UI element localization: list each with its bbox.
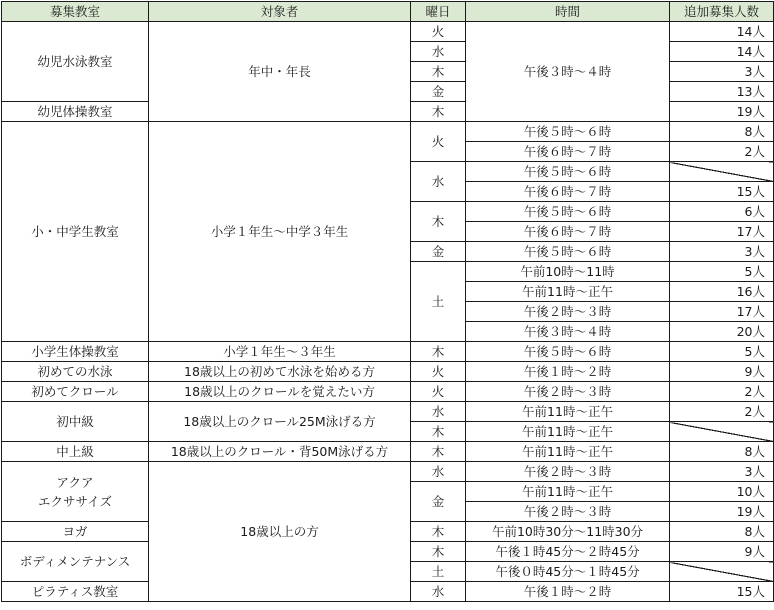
target-cell: 小学１年生～中学３年生	[149, 122, 411, 342]
table-row	[2, 462, 774, 482]
class-cell: ヨガ	[2, 522, 149, 542]
day-cell: 木	[411, 422, 466, 442]
empty-count-cell	[670, 562, 774, 582]
day-cell: 火	[411, 122, 466, 162]
day-cell: 水	[411, 42, 466, 62]
count-cell: 5人	[670, 342, 774, 362]
day-cell: 木	[411, 202, 466, 242]
count-cell: 9人	[670, 542, 774, 562]
class-cell: 小学生体操教室	[2, 342, 149, 362]
day-cell: 土	[411, 562, 466, 582]
day-cell: 火	[411, 362, 466, 382]
day-cell: 水	[411, 462, 466, 482]
header-count: 追加募集人数	[670, 2, 774, 22]
day-cell: 木	[411, 342, 466, 362]
empty-count-cell	[670, 422, 774, 442]
time-cell: 午後５時～６時	[466, 122, 670, 142]
time-cell: 午後５時～６時	[466, 242, 670, 262]
count-cell: 8人	[670, 122, 774, 142]
count-cell: 14人	[670, 22, 774, 42]
count-cell: 3人	[670, 462, 774, 482]
count-cell: 2人	[670, 142, 774, 162]
count-cell: 3人	[670, 62, 774, 82]
time-cell: 午後５時～６時	[466, 342, 670, 362]
time-cell: 午後３時～４時	[466, 22, 670, 122]
time-cell: 午前10時～11時	[466, 262, 670, 282]
class-label-line1: アクア	[56, 474, 94, 490]
day-cell: 水	[411, 402, 466, 422]
day-cell: 木	[411, 442, 466, 462]
header-row	[2, 2, 774, 22]
day-cell: 木	[411, 102, 466, 122]
day-cell: 火	[411, 22, 466, 42]
day-cell: 火	[411, 382, 466, 402]
count-cell: 13人	[670, 82, 774, 102]
count-cell: 19人	[670, 502, 774, 522]
count-cell: 20人	[670, 322, 774, 342]
count-cell: 2人	[670, 402, 774, 422]
target-cell: 18歳以上のクロール25M泳げる方	[149, 402, 411, 442]
count-cell: 15人	[670, 582, 774, 602]
class-cell: 初めてクロール	[2, 382, 149, 402]
day-cell: 金	[411, 242, 466, 262]
header-day: 曜日	[411, 2, 466, 22]
day-cell: 水	[411, 582, 466, 602]
time-cell: 午後１時45分～２時45分	[466, 542, 670, 562]
time-cell: 午後２時～３時	[466, 382, 670, 402]
table-row	[2, 22, 774, 42]
class-cell: 幼児体操教室	[2, 102, 149, 122]
time-cell: 午後６時～７時	[466, 142, 670, 162]
target-cell: 18歳以上の方	[149, 462, 411, 602]
count-cell: 2人	[670, 382, 774, 402]
time-cell: 午後２時～３時	[466, 462, 670, 482]
day-cell: 木	[411, 542, 466, 562]
day-cell: 木	[411, 62, 466, 82]
count-cell: 5人	[670, 262, 774, 282]
time-cell: 午前10時30分～11時30分	[466, 522, 670, 542]
table-row	[2, 402, 774, 422]
count-cell: 15人	[670, 182, 774, 202]
time-cell: 午後６時～７時	[466, 182, 670, 202]
count-cell: 19人	[670, 102, 774, 122]
time-cell: 午後２時～３時	[466, 302, 670, 322]
count-cell: 6人	[670, 202, 774, 222]
table-row	[2, 442, 774, 462]
time-cell: 午前11時～正午	[466, 482, 670, 502]
time-cell: 午後３時～４時	[466, 322, 670, 342]
count-cell: 17人	[670, 222, 774, 242]
time-cell: 午後１時～２時	[466, 582, 670, 602]
target-cell: 18歳以上のクロール・背50M泳げる方	[149, 442, 411, 462]
time-cell: 午前11時～正午	[466, 282, 670, 302]
class-cell: ピラティス教室	[2, 582, 149, 602]
time-cell: 午前11時～正午	[466, 402, 670, 422]
class-cell	[2, 462, 149, 522]
class-cell: 初めての水泳	[2, 362, 149, 382]
count-cell: 10人	[670, 482, 774, 502]
count-cell: 17人	[670, 302, 774, 322]
count-cell: 9人	[670, 362, 774, 382]
class-cell: 小・中学生教室	[2, 122, 149, 342]
class-cell: 中上級	[2, 442, 149, 462]
time-cell: 午後０時45分～１時45分	[466, 562, 670, 582]
target-cell: 年中・年長	[149, 22, 411, 122]
class-cell: 幼児水泳教室	[2, 22, 149, 102]
count-cell: 14人	[670, 42, 774, 62]
table-row	[2, 382, 774, 402]
count-cell: 8人	[670, 522, 774, 542]
target-cell: 小学１年生～３年生	[149, 342, 411, 362]
day-cell: 土	[411, 262, 466, 342]
table-row	[2, 122, 774, 142]
schedule-table	[1, 1, 774, 602]
table-row	[2, 342, 774, 362]
time-cell: 午前11時～正午	[466, 442, 670, 462]
count-cell: 8人	[670, 442, 774, 462]
class-cell: 初中級	[2, 402, 149, 442]
empty-count-cell	[670, 162, 774, 182]
count-cell: 3人	[670, 242, 774, 262]
class-cell: ボディメンテナンス	[2, 542, 149, 582]
table-row	[2, 362, 774, 382]
time-cell: 午後２時～３時	[466, 502, 670, 522]
target-cell: 18歳以上のクロールを覚えたい方	[149, 382, 411, 402]
day-cell: 金	[411, 482, 466, 522]
header-time: 時間	[466, 2, 670, 22]
time-cell: 午後５時～６時	[466, 162, 670, 182]
class-label-line2: エクササイズ	[37, 493, 112, 509]
target-cell: 18歳以上の初めて水泳を始める方	[149, 362, 411, 382]
header-class: 募集教室	[2, 2, 149, 22]
day-cell: 金	[411, 82, 466, 102]
time-cell: 午後１時～２時	[466, 362, 670, 382]
time-cell: 午後６時～７時	[466, 222, 670, 242]
day-cell: 木	[411, 522, 466, 542]
time-cell: 午後５時～６時	[466, 202, 670, 222]
count-cell: 16人	[670, 282, 774, 302]
day-cell: 水	[411, 162, 466, 202]
header-target: 対象者	[149, 2, 411, 22]
time-cell: 午前11時～正午	[466, 422, 670, 442]
